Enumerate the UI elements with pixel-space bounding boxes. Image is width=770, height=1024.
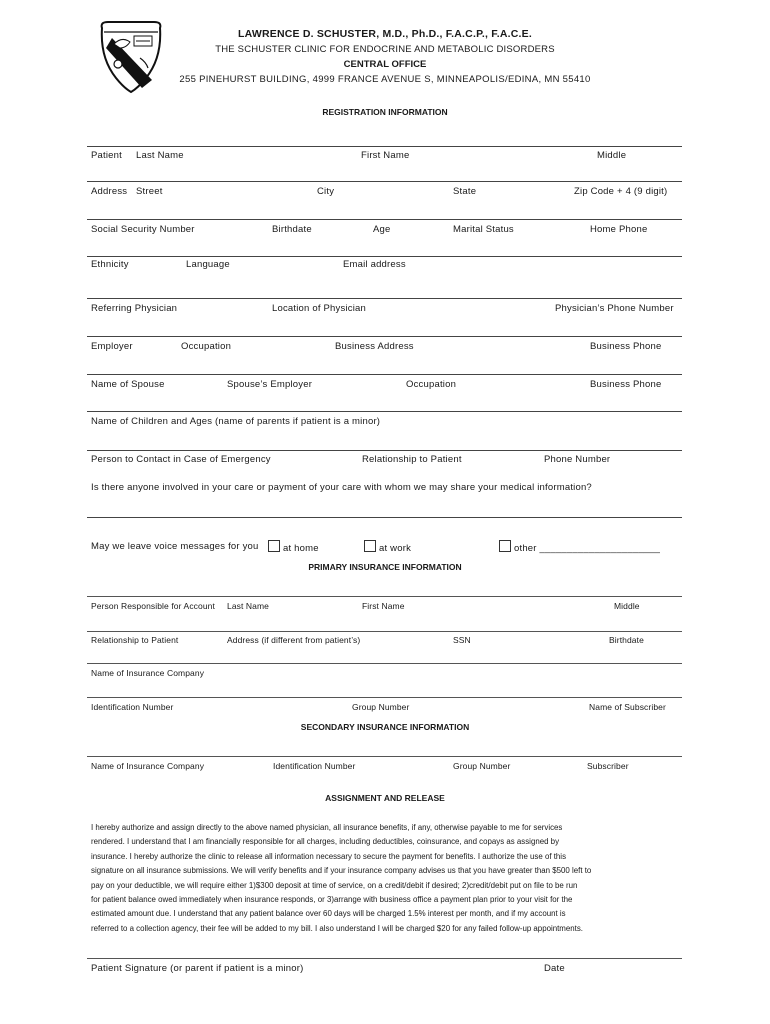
divider <box>87 697 682 698</box>
assignment-line: rendered. I understand that I am financially responsible for all charges, including deductibles, coinsurance, and copays as assigned by <box>91 837 560 847</box>
assignment-line: I hereby authorize and assign directly to the above named physician, all insurance benefits, if any, otherwise payable to me for services <box>91 823 563 832</box>
spouse-occupation-field[interactable]: Occupation <box>406 379 457 390</box>
clinic-name: THE SCHUSTER CLINIC FOR ENDOCRINE AND METABOLIC DISORDERS <box>215 44 555 55</box>
middle-name-field[interactable]: Middle <box>597 150 627 161</box>
assignment-line: for patient balance owed immediately when insurance responds, or 3)arrange with business office a payment plan prior to your visit for the <box>91 895 573 905</box>
at-home-label: at home <box>283 543 319 554</box>
signature-label: Patient Signature (or parent if patient is a minor) <box>91 963 304 974</box>
divider <box>87 756 682 757</box>
emergency-relationship-field[interactable]: Relationship to Patient <box>362 454 462 465</box>
assignment-line: signature on all insurance submissions. We will verify benefits and if your insurance company advises us that you have greater than $500 left to <box>91 866 592 876</box>
primary-subscriber-field[interactable]: Name of Subscriber <box>589 702 666 712</box>
responsible-middle-field[interactable]: Middle <box>614 601 640 611</box>
divider <box>87 298 682 299</box>
physician-location-field[interactable]: Location of Physician <box>272 303 366 314</box>
at-home-checkbox[interactable] <box>268 540 280 552</box>
physician-phone-field[interactable]: Physician’s Phone Number <box>555 303 674 314</box>
answer-line[interactable] <box>87 517 682 518</box>
divider <box>87 631 682 632</box>
share-info-question: Is there anyone involved in your care or payment of your care with whom we may share your medical information? <box>91 482 592 493</box>
spouse-name-field[interactable]: Name of Spouse <box>91 379 165 390</box>
divider <box>87 219 682 220</box>
city-field[interactable]: City <box>317 186 335 197</box>
assignment-line: referred to a collection agency, their fee will be added to my bill. I also understand I will be charged $20 for any failed follow-up appointments. <box>91 923 583 933</box>
divider <box>87 374 682 375</box>
first-name-field[interactable]: First Name <box>361 150 410 161</box>
at-work-option[interactable] <box>364 540 411 554</box>
responsible-last-name-field[interactable]: Last Name <box>227 601 270 611</box>
ssn-field[interactable]: Social Security Number <box>91 224 195 235</box>
signature-line[interactable] <box>87 958 682 959</box>
divider <box>87 181 682 182</box>
occupation-field[interactable]: Occupation <box>181 341 232 352</box>
emergency-phone-field[interactable]: Phone Number <box>544 454 611 465</box>
zip-field[interactable]: Zip Code + 4 (9 digit) <box>574 186 668 197</box>
assignment-line: pay on your deductible, we will require either 1)$300 deposit at time of service, on a credit/debit if desired; 2)credit/debit put on file to be run <box>91 880 578 890</box>
insured-relationship-field[interactable]: Relationship to Patient <box>91 635 179 645</box>
divider <box>87 450 682 451</box>
secondary-subscriber-field[interactable]: Subscriber <box>587 761 629 771</box>
insured-birthdate-field[interactable]: Birthdate <box>609 635 644 645</box>
at-work-checkbox[interactable] <box>364 540 376 552</box>
language-field[interactable]: Language <box>186 259 230 270</box>
secondary-insurance-company-field[interactable]: Name of Insurance Company <box>91 761 205 771</box>
email-field[interactable]: Email address <box>343 259 406 270</box>
patient-label: Patient <box>91 150 122 161</box>
other-label: other ______________________ <box>514 543 661 554</box>
emergency-contact-field[interactable]: Person to Contact in Case of Emergency <box>91 454 271 465</box>
ethnicity-field[interactable]: Ethnicity <box>91 259 129 270</box>
assignment-line: insurance. I hereby authorize the clinic to release all information necessary to secure the payment for benefits. I authorize the use of this <box>91 851 567 861</box>
divider <box>87 663 682 664</box>
at-work-label: at work <box>379 543 412 554</box>
business-phone-field[interactable]: Business Phone <box>590 341 662 352</box>
office-name: CENTRAL OFFICE <box>343 59 427 70</box>
divider <box>87 411 682 412</box>
insured-address-field[interactable]: Address (if different from patient’s) <box>227 635 361 645</box>
doctor-name: LAWRENCE D. SCHUSTER, M.D., Ph.D., F.A.C.P., F.A.C.E. <box>238 28 532 40</box>
clinic-address: 255 PINEHURST BUILDING, 4999 FRANCE AVENUE S, MINNEAPOLIS/EDINA, MN 55410 <box>179 74 591 85</box>
primary-insurance-company-field[interactable]: Name of Insurance Company <box>91 668 205 678</box>
assignment-paragraph <box>91 821 683 936</box>
insured-ssn-field[interactable]: SSN <box>453 635 471 645</box>
registration-title: REGISTRATION INFORMATION <box>322 107 448 117</box>
children-field[interactable]: Name of Children and Ages (name of parents if patient is a minor) <box>91 416 381 427</box>
marital-status-field[interactable]: Marital Status <box>453 224 514 235</box>
employer-field[interactable]: Employer <box>91 341 133 352</box>
business-address-field[interactable]: Business Address <box>335 341 414 352</box>
assignment-line: estimated amount due. I understand that any patient balance over 60 days will be charged 1.5% interest per month, and if my account is <box>91 909 566 919</box>
age-field[interactable]: Age <box>373 224 391 235</box>
responsible-person-label: Person Responsible for Account <box>91 601 215 611</box>
responsible-first-name-field[interactable]: First Name <box>362 601 405 611</box>
spouse-employer-field[interactable]: Spouse’s Employer <box>227 379 313 390</box>
other-option[interactable] <box>499 540 660 554</box>
secondary-id-number-field[interactable]: Identification Number <box>273 761 356 771</box>
date-label: Date <box>544 963 565 974</box>
other-checkbox[interactable] <box>499 540 511 552</box>
divider <box>87 256 682 257</box>
spouse-business-phone-field[interactable]: Business Phone <box>590 379 662 390</box>
street-field[interactable]: Street <box>136 186 163 197</box>
address-label: Address <box>91 186 128 197</box>
birthdate-field[interactable]: Birthdate <box>272 224 312 235</box>
last-name-field[interactable]: Last Name <box>136 150 184 161</box>
secondary-group-number-field[interactable]: Group Number <box>453 761 511 771</box>
voice-message-question: May we leave voice messages for you <box>91 541 259 552</box>
divider <box>87 336 682 337</box>
primary-group-number-field[interactable]: Group Number <box>352 702 410 712</box>
divider <box>87 146 682 147</box>
at-home-option[interactable] <box>268 540 319 554</box>
assignment-title: ASSIGNMENT AND RELEASE <box>325 793 445 803</box>
secondary-insurance-title: SECONDARY INSURANCE INFORMATION <box>300 722 470 732</box>
state-field[interactable]: State <box>453 186 477 197</box>
divider <box>87 596 682 597</box>
primary-id-number-field[interactable]: Identification Number <box>91 702 174 712</box>
home-phone-field[interactable]: Home Phone <box>590 224 648 235</box>
referring-physician-field[interactable]: Referring Physician <box>91 303 178 314</box>
primary-insurance-title: PRIMARY INSURANCE INFORMATION <box>308 562 462 572</box>
